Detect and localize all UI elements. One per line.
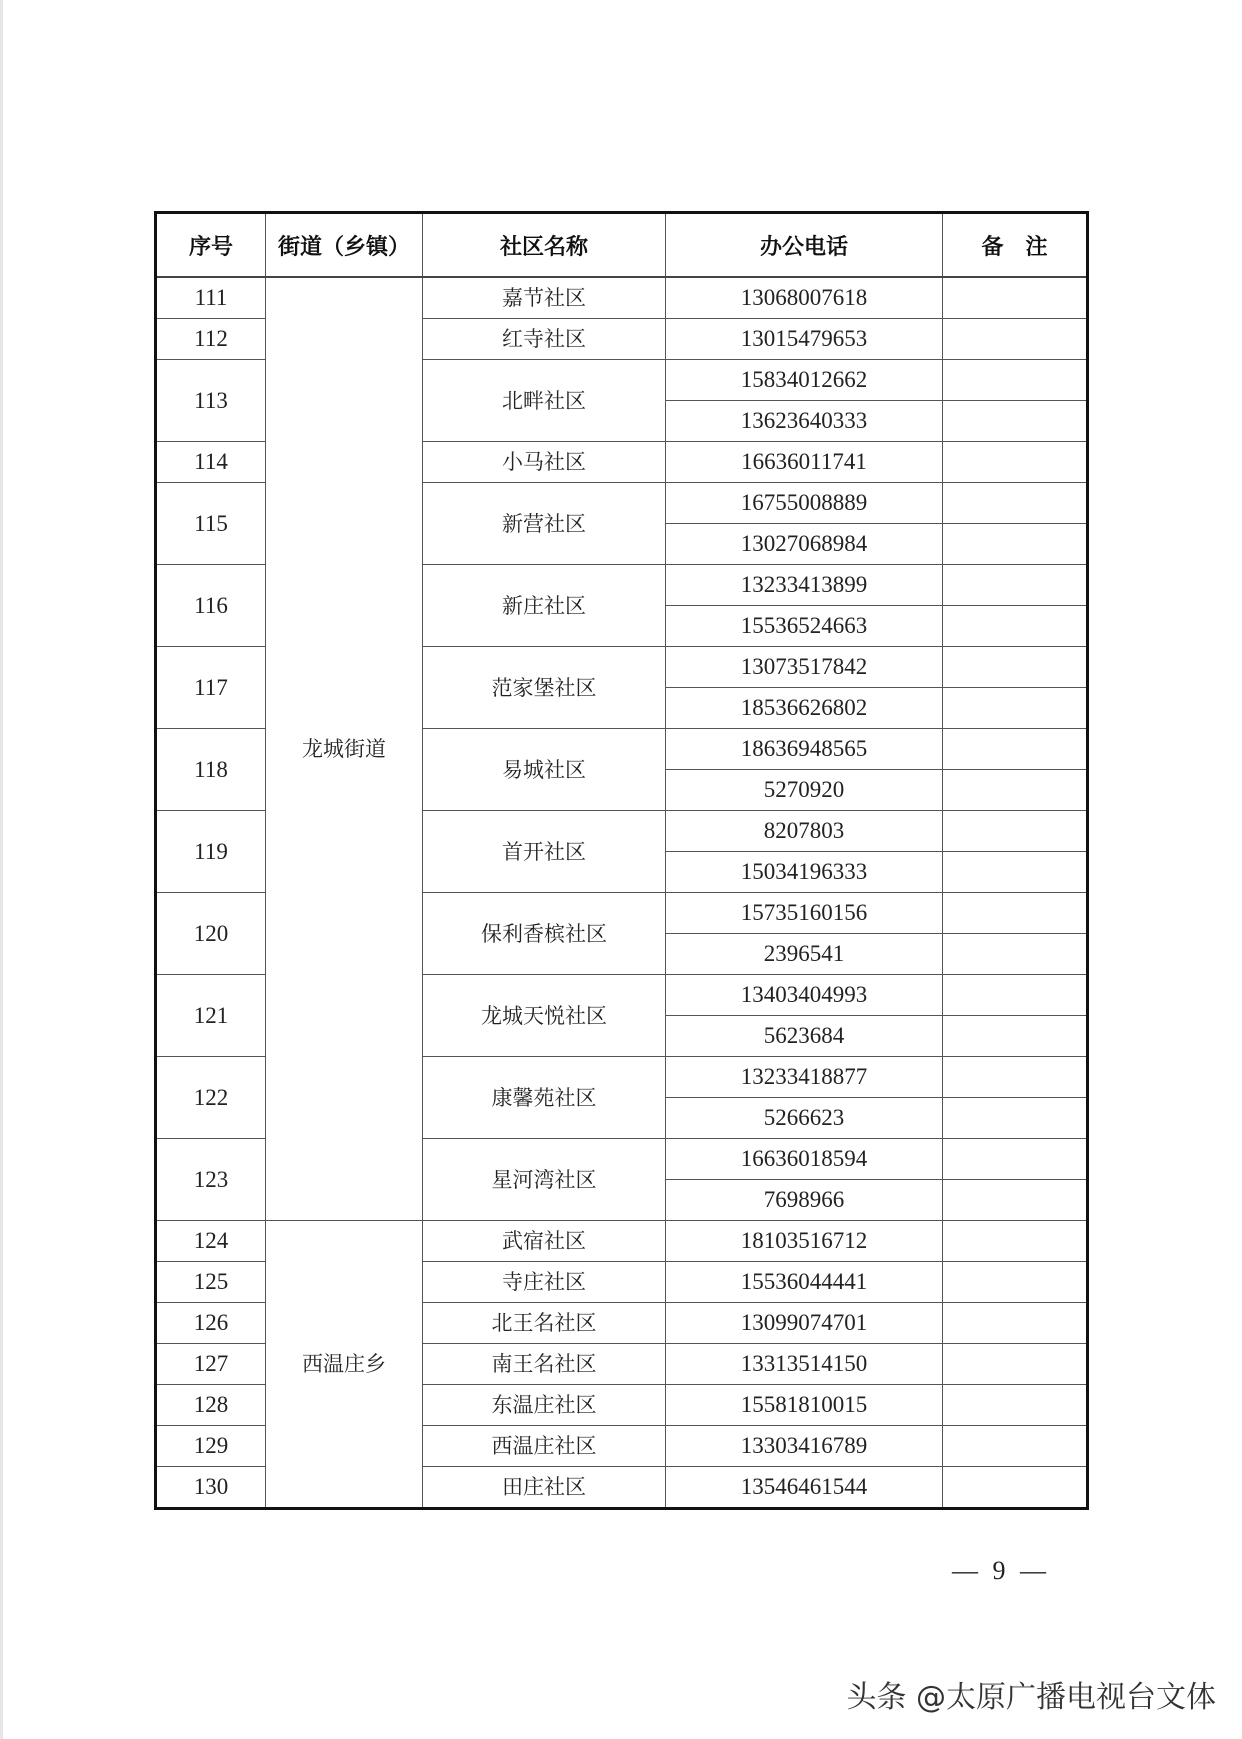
office-phone-cell: 13546461544 <box>666 1467 943 1509</box>
header-remarks: 备 注 <box>943 213 1088 278</box>
remarks-cell <box>943 770 1088 811</box>
office-phone-cell: 13099074701 <box>666 1303 943 1344</box>
community-name-cell: 新庄社区 <box>423 565 666 647</box>
office-phone-cell: 15834012662 <box>666 360 943 401</box>
remarks-cell <box>943 975 1088 1016</box>
office-phone-cell: 13233418877 <box>666 1057 943 1098</box>
table-row <box>156 277 1088 319</box>
remarks-cell <box>943 688 1088 729</box>
serial-number-cell: 125 <box>156 1262 266 1303</box>
office-phone-cell: 5266623 <box>666 1098 943 1139</box>
remarks-cell <box>943 1385 1088 1426</box>
header-serial-number: 序号 <box>156 213 266 278</box>
community-name-cell: 康馨苑社区 <box>423 1057 666 1139</box>
remarks-cell <box>943 1221 1088 1262</box>
community-name-cell: 小马社区 <box>423 442 666 483</box>
remarks-cell <box>943 360 1088 401</box>
office-phone-cell: 13068007618 <box>666 277 943 319</box>
office-phone-cell: 5270920 <box>666 770 943 811</box>
serial-number-cell: 120 <box>156 893 266 975</box>
remarks-cell <box>943 565 1088 606</box>
office-phone-cell: 13027068984 <box>666 524 943 565</box>
watermark: 头条 @太原广播电视台文体 <box>846 1680 1216 1715</box>
community-name-cell: 范家堡社区 <box>423 647 666 729</box>
serial-number-cell: 112 <box>156 319 266 360</box>
page-edge <box>0 0 3 1739</box>
remarks-cell <box>943 1016 1088 1057</box>
office-phone-cell: 13623640333 <box>666 401 943 442</box>
remarks-cell <box>943 1426 1088 1467</box>
office-phone-cell: 2396541 <box>666 934 943 975</box>
community-name-cell: 嘉节社区 <box>423 277 666 319</box>
serial-number-cell: 119 <box>156 811 266 893</box>
office-phone-cell: 18103516712 <box>666 1221 943 1262</box>
community-name-cell: 星河湾社区 <box>423 1139 666 1221</box>
remarks-cell <box>943 442 1088 483</box>
remarks-cell <box>943 647 1088 688</box>
office-phone-cell: 18536626802 <box>666 688 943 729</box>
remarks-cell <box>943 1098 1088 1139</box>
community-name-cell: 新营社区 <box>423 483 666 565</box>
remarks-cell <box>943 606 1088 647</box>
header-subdistrict: 街道（乡镇） <box>266 213 423 278</box>
office-phone-cell: 18636948565 <box>666 729 943 770</box>
remarks-cell <box>943 1057 1088 1098</box>
office-phone-cell: 15536524663 <box>666 606 943 647</box>
subdistrict-cell: 龙城街道 <box>266 277 423 1221</box>
office-phone-cell: 13233413899 <box>666 565 943 606</box>
remarks-cell <box>943 401 1088 442</box>
remarks-cell <box>943 524 1088 565</box>
page-number: — 9 — <box>952 1556 1050 1585</box>
office-phone-cell: 5623684 <box>666 1016 943 1057</box>
community-name-cell: 红寺社区 <box>423 319 666 360</box>
remarks-cell <box>943 811 1088 852</box>
table-body <box>156 277 1088 1509</box>
table-row <box>156 1221 1088 1262</box>
serial-number-cell: 118 <box>156 729 266 811</box>
remarks-cell <box>943 1262 1088 1303</box>
office-phone-cell: 13313514150 <box>666 1344 943 1385</box>
remarks-cell <box>943 1139 1088 1180</box>
community-name-cell: 武宿社区 <box>423 1221 666 1262</box>
remarks-cell <box>943 1303 1088 1344</box>
office-phone-cell: 16755008889 <box>666 483 943 524</box>
community-name-cell: 北王名社区 <box>423 1303 666 1344</box>
office-phone-cell: 15581810015 <box>666 1385 943 1426</box>
community-name-cell: 田庄社区 <box>423 1467 666 1509</box>
table-header-row <box>156 213 1088 278</box>
community-name-cell: 易城社区 <box>423 729 666 811</box>
serial-number-cell: 113 <box>156 360 266 442</box>
office-phone-cell: 13303416789 <box>666 1426 943 1467</box>
remarks-cell <box>943 1180 1088 1221</box>
remarks-cell <box>943 1467 1088 1509</box>
community-name-cell: 南王名社区 <box>423 1344 666 1385</box>
community-name-cell: 西温庄社区 <box>423 1426 666 1467</box>
serial-number-cell: 127 <box>156 1344 266 1385</box>
header-community-name: 社区名称 <box>423 213 666 278</box>
community-name-cell: 东温庄社区 <box>423 1385 666 1426</box>
community-contact-table <box>154 211 1089 1510</box>
remarks-cell <box>943 483 1088 524</box>
serial-number-cell: 124 <box>156 1221 266 1262</box>
remarks-cell <box>943 319 1088 360</box>
subdistrict-cell: 西温庄乡 <box>266 1221 423 1509</box>
remarks-cell <box>943 893 1088 934</box>
office-phone-cell: 16636011741 <box>666 442 943 483</box>
remarks-cell <box>943 852 1088 893</box>
header-office-phone: 办公电话 <box>666 213 943 278</box>
serial-number-cell: 117 <box>156 647 266 729</box>
serial-number-cell: 122 <box>156 1057 266 1139</box>
remarks-cell <box>943 934 1088 975</box>
serial-number-cell: 121 <box>156 975 266 1057</box>
serial-number-cell: 114 <box>156 442 266 483</box>
office-phone-cell: 15735160156 <box>666 893 943 934</box>
office-phone-cell: 15536044441 <box>666 1262 943 1303</box>
serial-number-cell: 123 <box>156 1139 266 1221</box>
office-phone-cell: 15034196333 <box>666 852 943 893</box>
remarks-cell <box>943 277 1088 319</box>
office-phone-cell: 13403404993 <box>666 975 943 1016</box>
serial-number-cell: 111 <box>156 277 266 319</box>
serial-number-cell: 115 <box>156 483 266 565</box>
serial-number-cell: 129 <box>156 1426 266 1467</box>
serial-number-cell: 130 <box>156 1467 266 1509</box>
community-name-cell: 保利香槟社区 <box>423 893 666 975</box>
community-name-cell: 首开社区 <box>423 811 666 893</box>
serial-number-cell: 126 <box>156 1303 266 1344</box>
remarks-cell <box>943 729 1088 770</box>
serial-number-cell: 116 <box>156 565 266 647</box>
remarks-cell <box>943 1344 1088 1385</box>
community-name-cell: 寺庄社区 <box>423 1262 666 1303</box>
office-phone-cell: 16636018594 <box>666 1139 943 1180</box>
community-name-cell: 北畔社区 <box>423 360 666 442</box>
community-name-cell: 龙城天悦社区 <box>423 975 666 1057</box>
office-phone-cell: 7698966 <box>666 1180 943 1221</box>
office-phone-cell: 13015479653 <box>666 319 943 360</box>
office-phone-cell: 8207803 <box>666 811 943 852</box>
serial-number-cell: 128 <box>156 1385 266 1426</box>
office-phone-cell: 13073517842 <box>666 647 943 688</box>
